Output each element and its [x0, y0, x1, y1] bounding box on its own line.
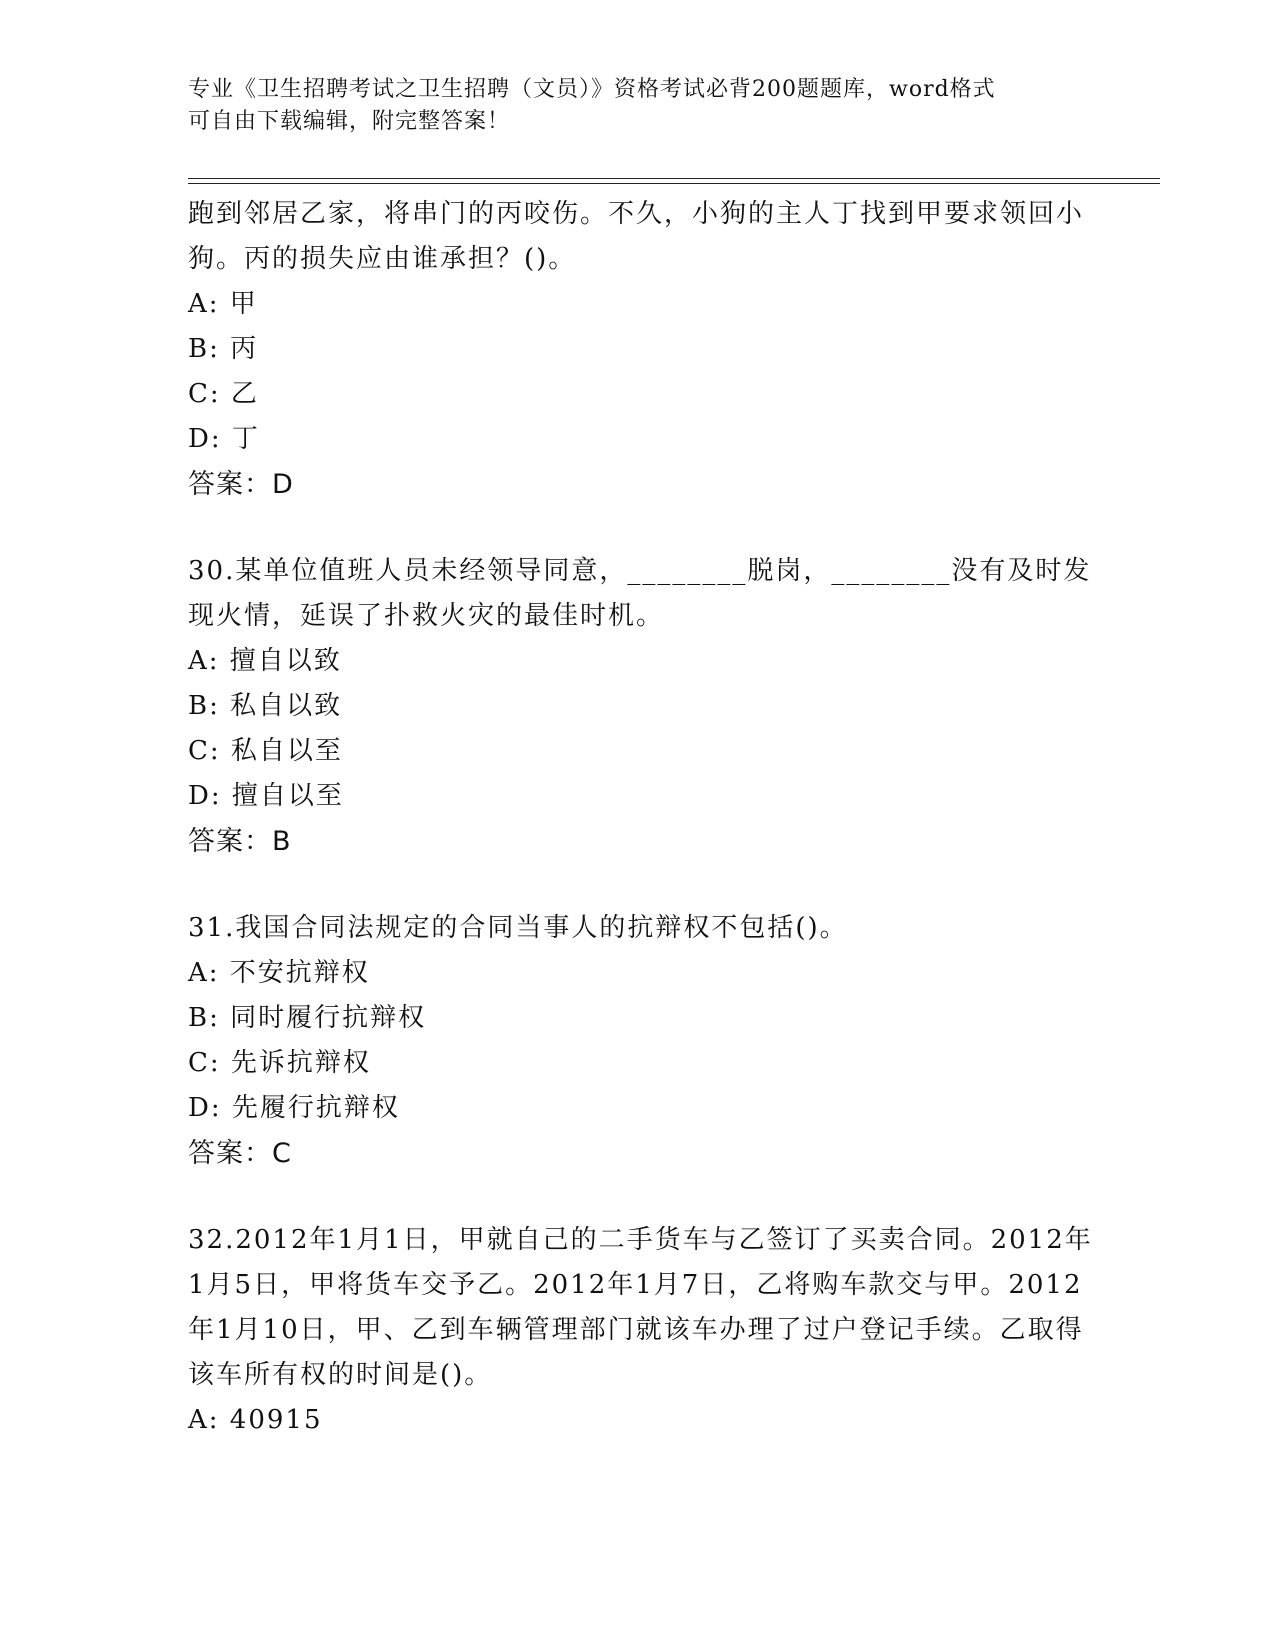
- document-header: [188, 74, 1088, 138]
- spacer: [188, 864, 1108, 906]
- option-c: C: 私自以至: [188, 736, 343, 766]
- question-block: [188, 906, 1108, 1176]
- option-b: B: 丙: [188, 334, 259, 364]
- option-a: A: 不安抗辩权: [188, 958, 370, 988]
- option-c: C: 乙: [188, 379, 259, 409]
- question-text: 跑到邻居乙家，将串门的丙咬伤。不久，小狗的主人丁找到甲要求领回小狗。丙的损失应由谁承担？()。: [188, 199, 1085, 274]
- question-block: [188, 1218, 1108, 1443]
- header-line-2: 可自由下载编辑，附完整答案！: [188, 109, 511, 134]
- option-b: B: 同时履行抗辩权: [188, 1003, 427, 1033]
- header-rule-top: [188, 178, 1160, 179]
- answer-text: 答案：B: [188, 826, 292, 857]
- option-b: B: 私自以致: [188, 691, 343, 721]
- option-d: D: 丁: [188, 424, 260, 454]
- question-text: 32.2012年1月1日，甲就自己的二手货车与乙签订了买卖合同。2012年1月5日，甲将货车交予乙。2012年1月7日，乙将购车款交与甲。2012年1月10日，甲、乙到车辆管理部门就该车办理了过户登记手续。乙取得该车所有权的时间是()。: [188, 1225, 1093, 1390]
- option-a: A: 甲: [188, 289, 258, 319]
- option-a: A: 擅自以致: [188, 646, 342, 676]
- question-list: [188, 192, 1108, 1443]
- header-rule-bottom: [188, 183, 1160, 184]
- question-block: [188, 549, 1108, 864]
- option-d: D: 先履行抗辩权: [188, 1093, 400, 1123]
- spacer: [188, 1176, 1108, 1218]
- spacer: [188, 507, 1108, 549]
- option-d: D: 擅自以至: [188, 781, 344, 811]
- header-line-1: 专业《卫生招聘考试之卫生招聘（文员）》资格考试必背200题题库，word格式: [188, 77, 996, 102]
- question-text: 31.我国合同法规定的合同当事人的抗辩权不包括()。: [188, 913, 848, 943]
- question-block: [188, 192, 1108, 507]
- answer-text: 答案：C: [188, 1138, 292, 1169]
- option-a: A: 40915: [188, 1405, 323, 1435]
- question-text: 30.某单位值班人员未经领导同意，________脱岗，________没有及时发现火情，延误了扑救火灾的最佳时机。: [188, 556, 1092, 631]
- option-c: C: 先诉抗辩权: [188, 1048, 371, 1078]
- answer-text: 答案：D: [188, 469, 294, 500]
